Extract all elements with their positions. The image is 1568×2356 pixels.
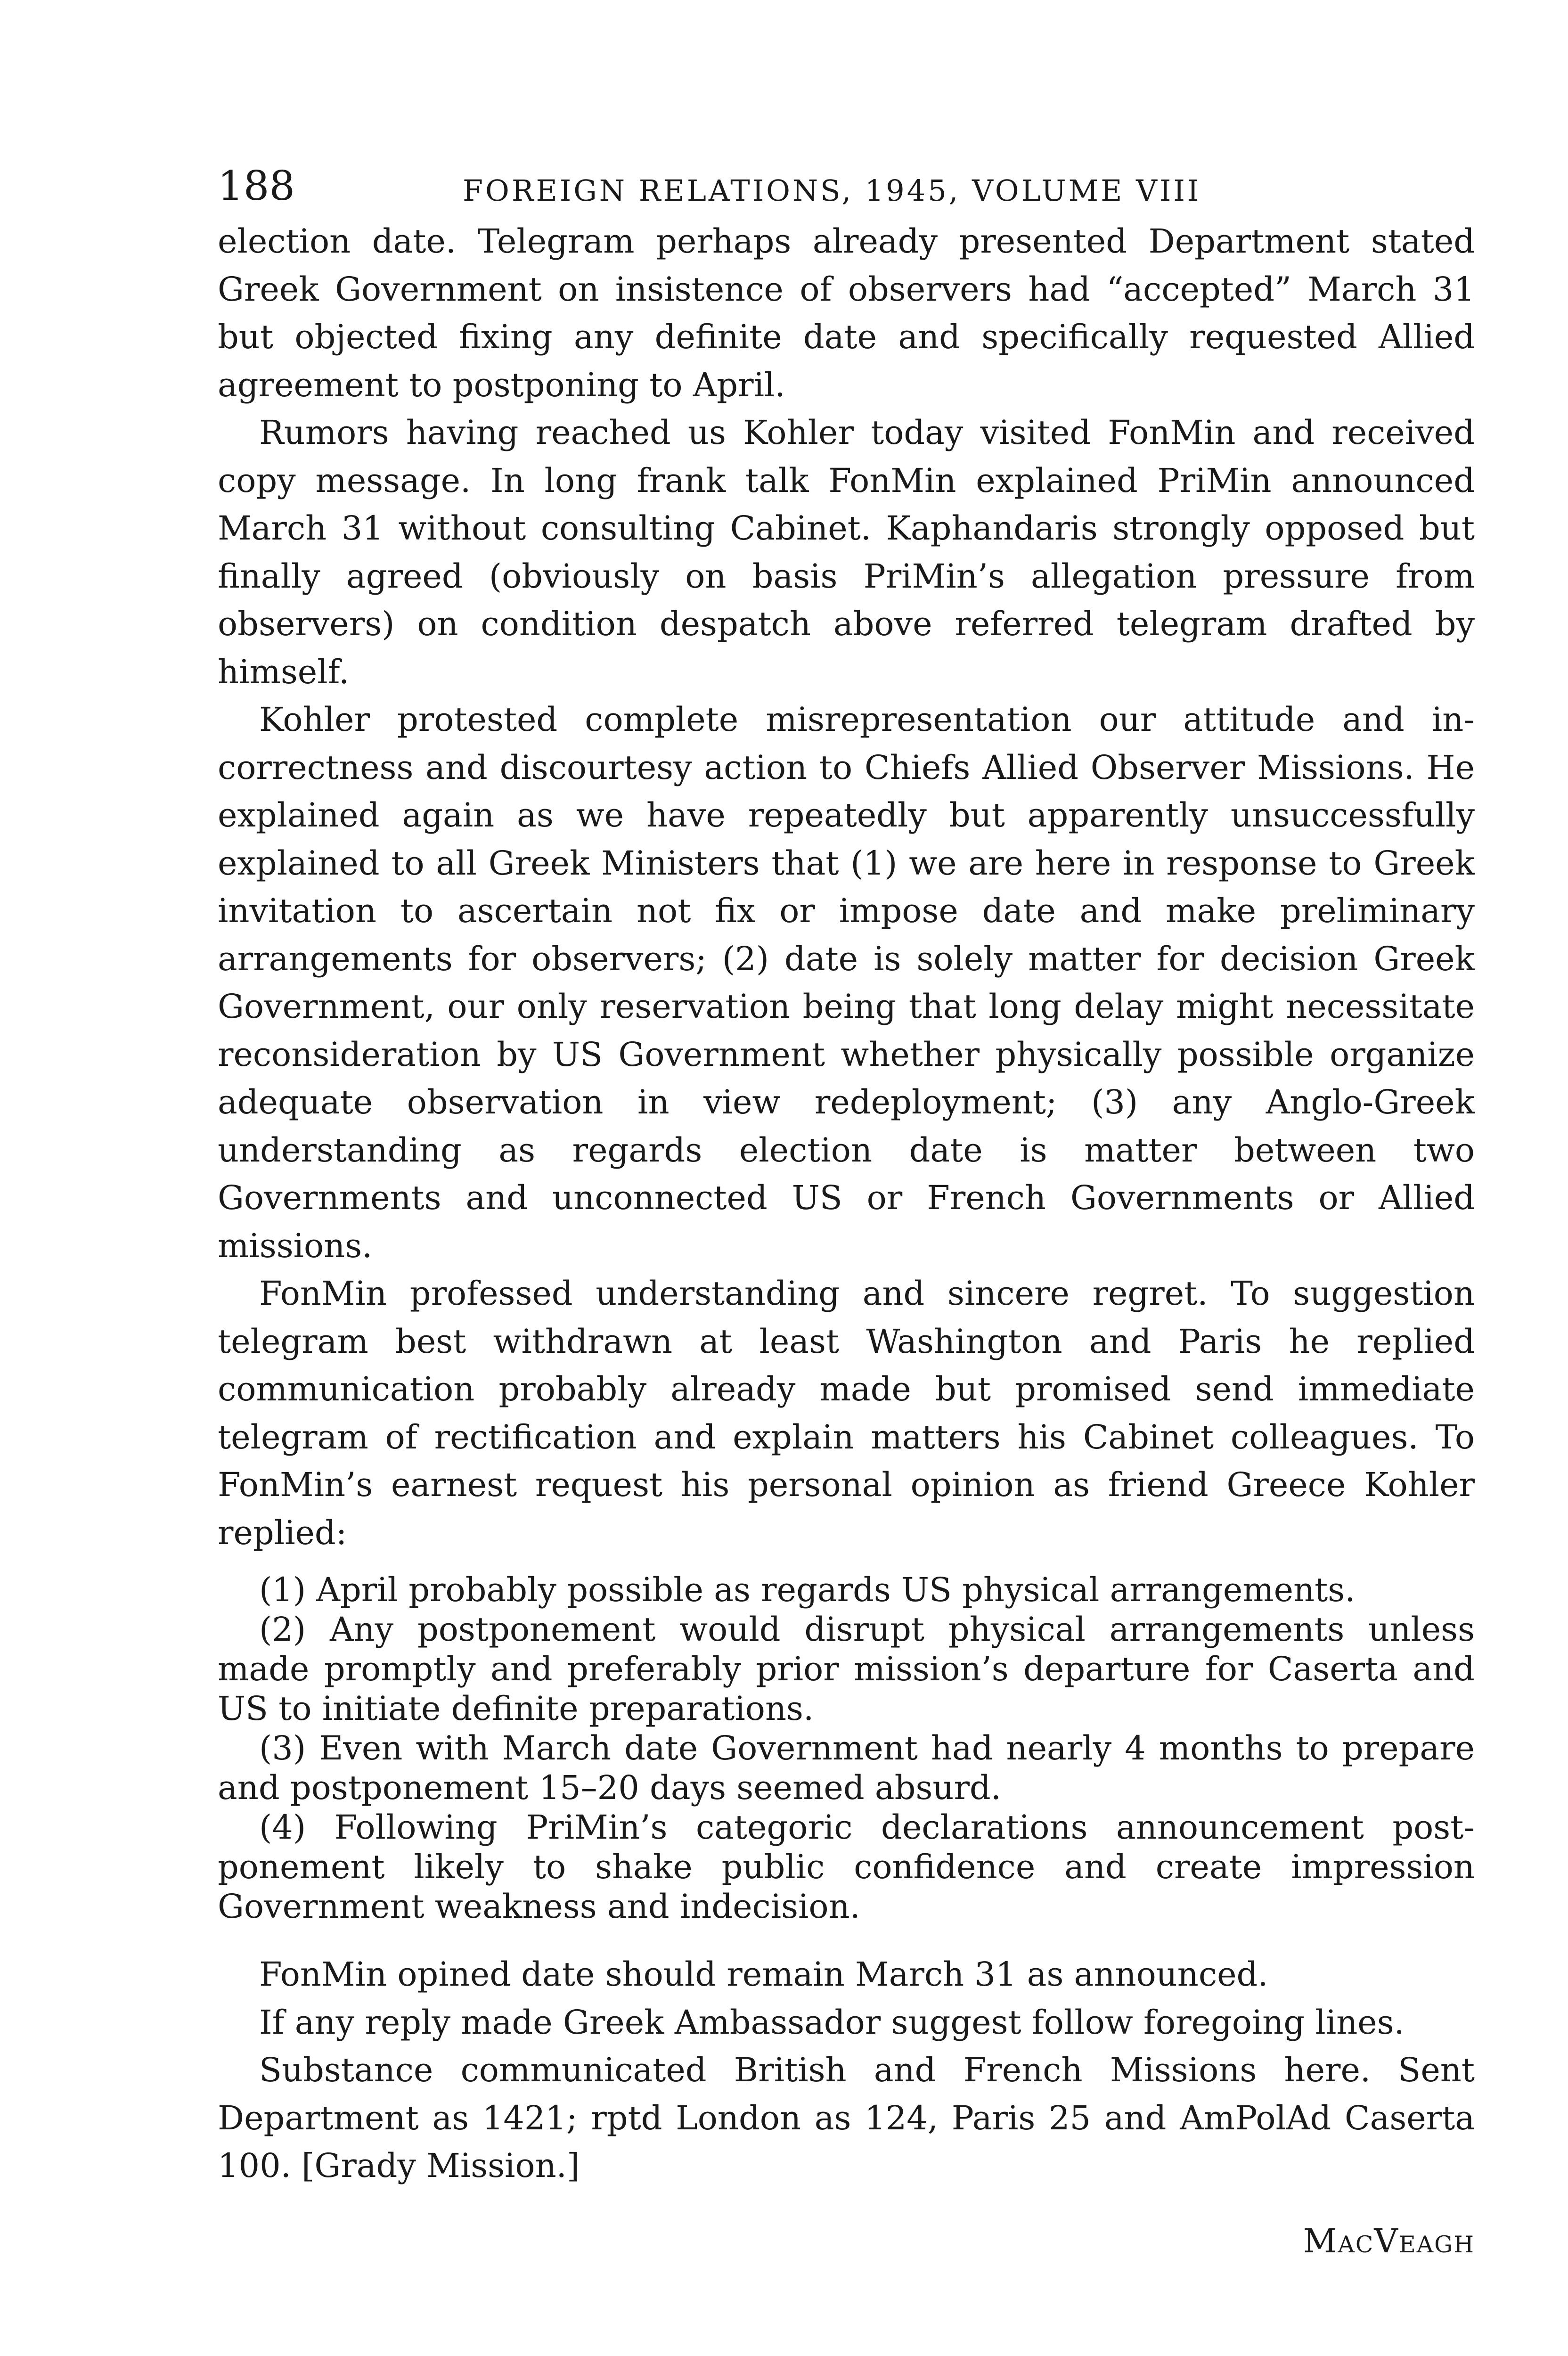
- numbered-list: [218, 1570, 1475, 1926]
- document-page: [218, 163, 1475, 2265]
- numbered-point-4: (4) Following PriMin’s categoric declarations announcement postponement likely to shake public confidence and create impression Government weakness and indecision.: [218, 1808, 1475, 1926]
- paragraph-fonmin-opined: FonMin opined date should remain March 31 as announced.: [259, 1955, 1268, 1994]
- signature: MacVeagh: [1303, 2221, 1475, 2260]
- paragraph-substance: Substance communicated British and French Missions here. Sent Department as 1421; rptd London as 124, Paris 25 and AmPolAd Caserta 100. [Grady Mission.]: [218, 2051, 1475, 2185]
- running-title: FOREIGN RELATIONS, 1945, VOLUME VIII: [463, 173, 1201, 208]
- paragraph-election-date: election date. Telegram perhaps already presented Department stated Greek Government on insistence of observers had “accepted” March 31 but objected fixing any definite date and specifically requested Allied agreement to postponing to April.: [218, 222, 1475, 404]
- paragraph-fonmin-regret: FonMin professed understanding and sincere regret. To suggestion telegram best withdrawn at least Washington and Paris he replied communication probably already made but promised send immediate telegram of rectification and explain matters his Cabinet colleagues. To FonMin’s earnest request his personal opinion as friend Greece Kohler replied:: [218, 1274, 1475, 1552]
- body-text: [218, 218, 1475, 2190]
- paragraph-reply: If any reply made Greek Ambassador suggest follow foregoing lines.: [259, 2003, 1405, 2042]
- numbered-point-3: (3) Even with March date Government had nearly 4 months to prepare and postponement 15–20 days seemed absurd.: [218, 1729, 1475, 1807]
- paragraph-rumors: Rumors having reached us Kohler today visited FonMin and received copy message. In long frank talk FonMin explained PriMin announced March 31 without consulting Cabinet. Kaphandaris strongly opposed but finally agreed (obviously on basis PriMin’s allegation pressure from observers) on condition despatch above referred telegram drafted by himself.: [218, 413, 1475, 691]
- numbered-point-1: (1) April probably possible as regards US physical arrangements.: [259, 1571, 1356, 1609]
- paragraph-kohler-protest: Kohler protested complete misrepresentation our attitude and incorrectness and discourtesy action to Chiefs Allied Observer Missions. He explained again as we have repeatedly but apparently unsuccessfully explained to all Greek Ministers that (1) we are here in response to Greek invitation to ascertain not fix or impose date and make preliminary arrangements for observers; (2) date is solely matter for decision Greek Government, our only reservation being that long delay might necessitate reconsideration by US Government whether physically possible organize adequate observation in view redeployment; (3) any Anglo-Greek understanding as regards election date is matter between two Governments and unconnected US or French Governments or Allied missions.: [218, 700, 1475, 1265]
- running-head: [218, 163, 1475, 218]
- numbered-point-2: (2) Any postponement would disrupt physical arrangements unless made promptly and preferably prior mission’s departure for Caserta and US to initiate definite preparations.: [218, 1610, 1475, 1728]
- page-number: 188: [218, 163, 295, 210]
